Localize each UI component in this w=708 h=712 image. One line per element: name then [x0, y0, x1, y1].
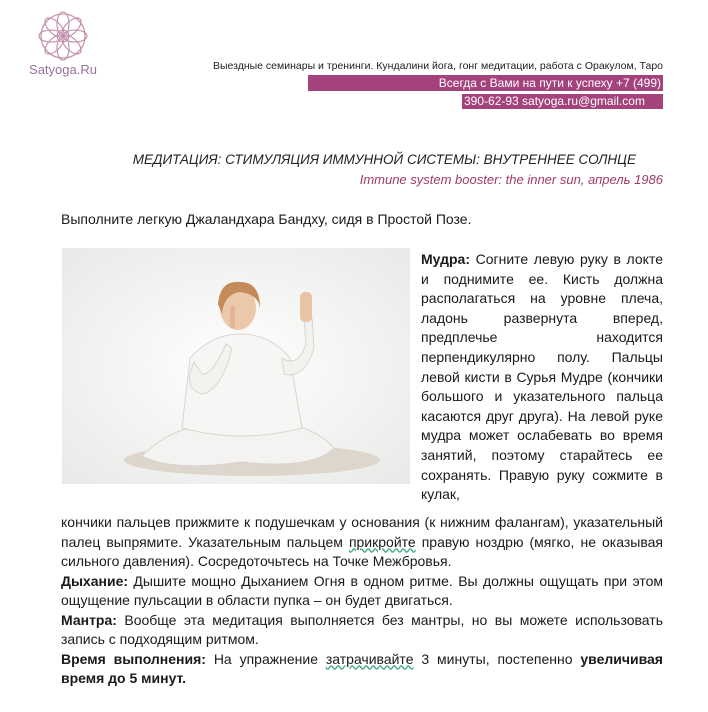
- time-text-bold: увеличивая время до 5 минут.: [61, 650, 663, 686]
- time-label: Время выполнения:: [61, 650, 206, 667]
- time-text: На упражнение: [205, 650, 326, 667]
- contact-banner-line2: 390-62-93 satyoga.ru@gmail.com: [462, 94, 663, 109]
- breath-text: Дышите мощно Дыханием Огня в одном ритме. Вы должны ощущать при этом ощущение пульсации в области пупка – он будет двигаться.: [61, 572, 663, 608]
- mantra-text: Вообще эта медитация выполняется без мантры, но вы можете использовать запись с подходящим ритмом.: [61, 611, 663, 647]
- intro-paragraph: Выполните легкую Джаландхара Бандху, сидя в Простой Позе.: [61, 211, 472, 227]
- article-body: [61, 513, 663, 689]
- logo-text: Satyoga.Ru: [29, 62, 97, 77]
- contact-banner-line1: Всегда с Вами на пути к успеху +7 (499): [308, 75, 663, 91]
- mudra-paragraph: [421, 250, 663, 505]
- article-subtitle: Immune system booster: the inner sun, апрель 1986: [359, 172, 663, 187]
- time-text-mid: 3 минуты, постепенно: [413, 650, 581, 667]
- meditation-photo: [62, 248, 410, 484]
- mudra-continuation: [61, 513, 663, 572]
- mudra-cont-text: кончики пальцев прижмите к подушечкам у основания (к нижним фалангам), указательный палец выпрямите. Указательным пальцем: [61, 514, 663, 550]
- mudra-text: Согните левую руку в локте и поднимите ее. Кисть должна располагаться на уровне плеча, ладонь развернута вперед, предплечье находится перпендикулярно полу. Пальцы левой кисти в Сурья Мудре (кончики большого и указательного пальца касаются друг друга). На левой руке мудра может ослабевать во время занятий, поэтому старайтесь ее сохранять. Правую руку сожмите в кулак,: [421, 251, 663, 503]
- header-tagline: Выездные семинары и тренинги. Кундалини йога, гонг медитации, работа с Оракулом, Таро: [212, 60, 663, 72]
- mantra-paragraph: [61, 611, 663, 650]
- breath-paragraph: [61, 572, 663, 611]
- mudra-label: Мудра:: [421, 251, 470, 267]
- mantra-label: Мантра:: [61, 611, 117, 628]
- time-paragraph: [61, 650, 663, 689]
- mandala-icon: [32, 10, 94, 62]
- mudra-cont-underlined: прикройте: [348, 533, 416, 550]
- mudra-cont-text-end: правую ноздрю (мягко, не оказывая сильного давления). Сосредоточьтесь на Точке Межбровья.: [61, 533, 663, 569]
- logo: [22, 10, 104, 84]
- time-text-underlined: затрачивайте: [325, 650, 414, 667]
- article-title: МЕДИТАЦИЯ: СТИМУЛЯЦИЯ ИММУННОЙ СИСТЕМЫ: ВНУТРЕННЕЕ СОЛНЦЕ: [132, 152, 636, 167]
- breath-label: Дыхание:: [61, 572, 129, 589]
